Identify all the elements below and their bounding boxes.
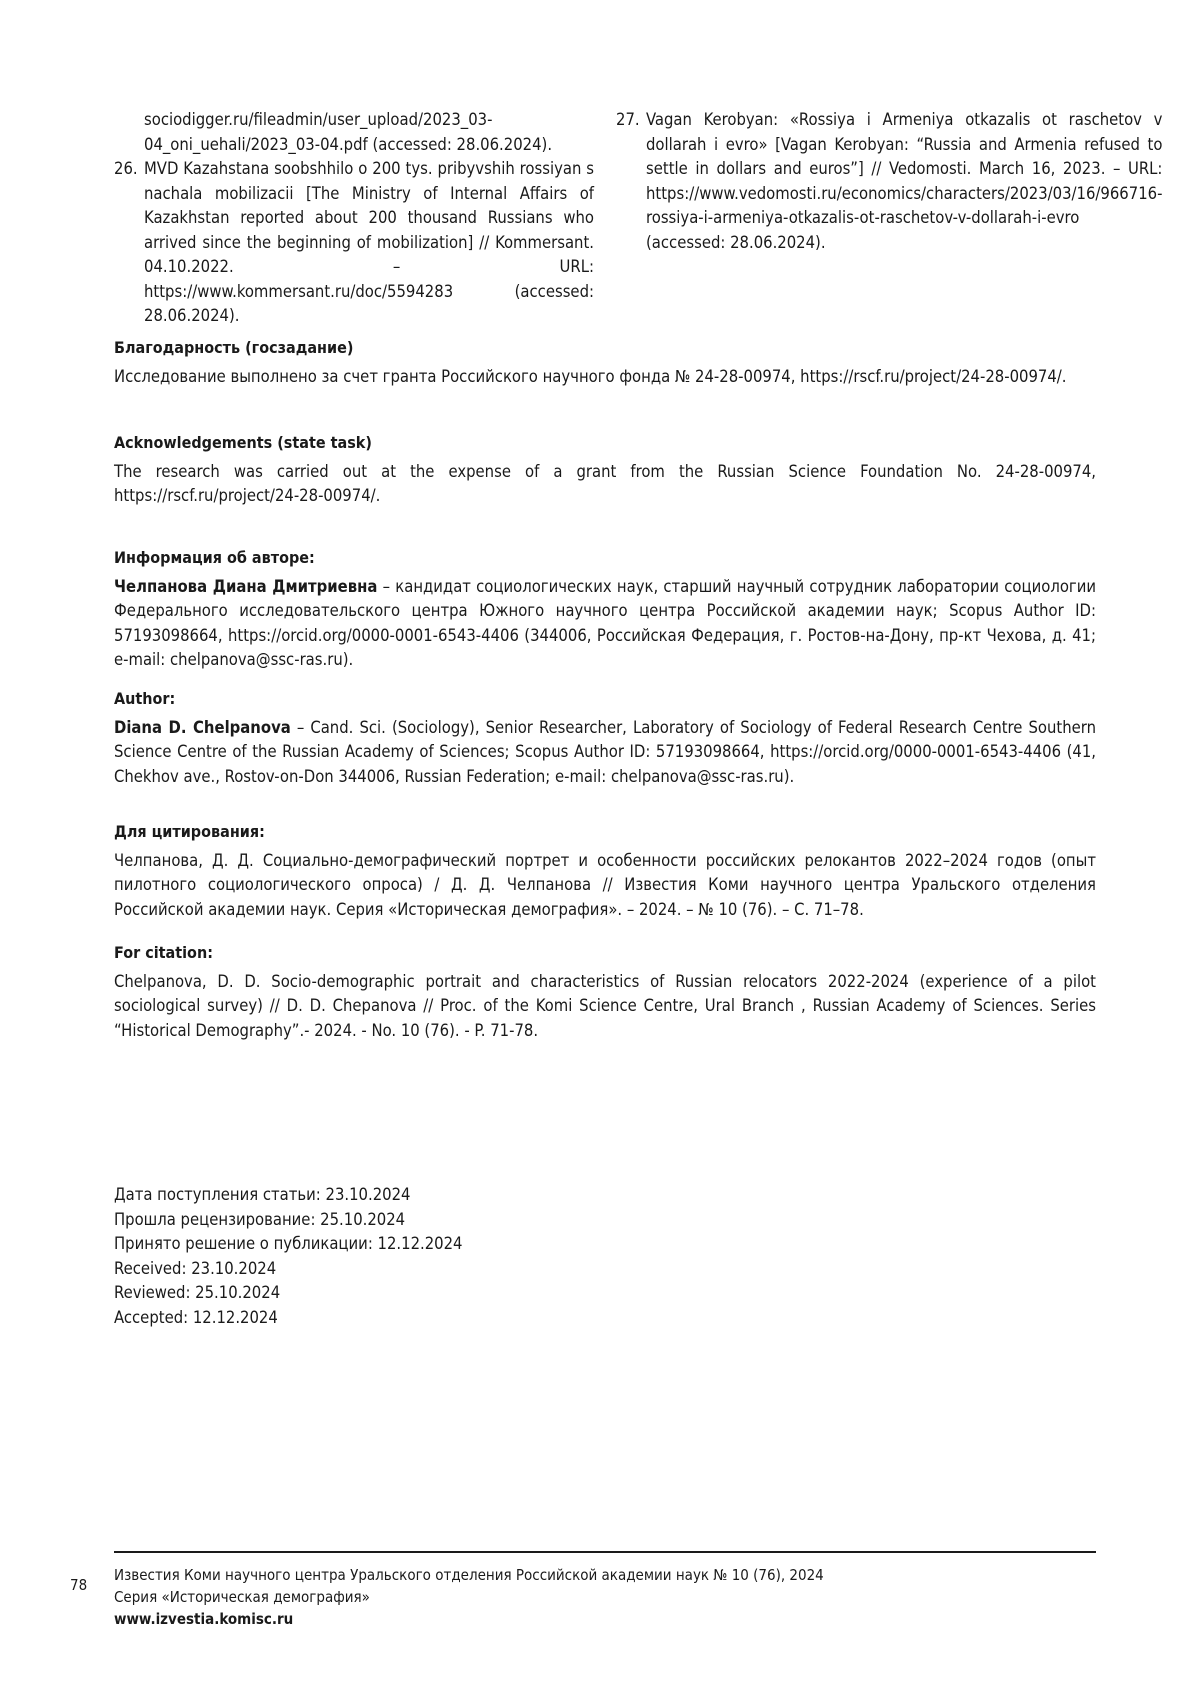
section-heading: Author: xyxy=(114,689,176,708)
reference-text: sociodigger.ru/fileadmin/user_upload/2023_03-04_oni_uehali/2023_03-04.pdf (accessed: 28.06.2024). xyxy=(144,110,553,154)
footer xyxy=(114,1564,824,1630)
reference-number: 26. xyxy=(114,159,138,178)
citation-en xyxy=(114,941,1096,1043)
section-heading: Благодарность (госзадание) xyxy=(114,338,354,357)
citation-ru xyxy=(114,820,1096,922)
reference-item xyxy=(114,108,594,157)
section-text: Chelpanova, D. D. Socio-demographic portrait and characteristics of Russian relocators 2022-2024 (experience of a pilot sociological survey) // D. D. Chepanova // Proc. of the Komi Science Centre, Ural Branch , Russian Academy of Sciences. Series “Historical Demography”.- 2024. - No. 10 (76). - P. 71-78. xyxy=(114,971,1096,1040)
reference-number: 27. xyxy=(616,110,640,129)
references-left-column xyxy=(114,108,594,329)
footer-rule xyxy=(114,1551,1096,1553)
date-line: Принято решение о публикации: 12.12.2024 xyxy=(114,1234,463,1253)
references xyxy=(114,108,1163,329)
date-line: Accepted: 12.12.2024 xyxy=(114,1307,278,1327)
section-heading: For citation: xyxy=(114,943,213,962)
article-dates xyxy=(114,1183,463,1330)
section-text xyxy=(114,716,1096,790)
acknowledgement-en xyxy=(114,431,1096,509)
section-heading: Acknowledgements (state task) xyxy=(114,433,372,452)
section-heading: Информация об авторе: xyxy=(114,548,315,567)
page-number: 78 xyxy=(70,1576,88,1594)
author-info-ru xyxy=(114,546,1096,673)
author-details: – кандидат социологических наук, старший научный сотрудник лаборатории социологии Федерального исследовательского центра Южного научного центра Российской академии наук; Scopus Author ID: 57193098664, https://orcid.org/0000-0001-6543-4406 (344006, Российская Федерация, г. Ростов-на-Дону, пр-кт Чехова, д. 41; e-mail: chelpanova@ssc-ras.ru). xyxy=(114,576,1096,669)
references-right-column xyxy=(616,108,1163,329)
author-name: Челпанова Диана Дмитриевна xyxy=(114,576,378,596)
section-heading: Для цитирования: xyxy=(114,822,265,841)
author-details: – Cand. Sci. (Sociology), Senior Researcher, Laboratory of Sociology of Federal Research Centre Southern Science Centre of the Russian Academy of Sciences; Scopus Author ID: 57193098664, https://orcid.org/0000-0001-6543-4406 (41, Chekhov ave., Rostov-on-Don 344006, Russian Federation; e-mail: chelpanova@ssc-ras.ru). xyxy=(114,717,1096,786)
footer-url[interactable]: www.izvestia.komisc.ru xyxy=(114,1610,294,1628)
reference-item xyxy=(114,157,594,329)
acknowledgement-ru xyxy=(114,336,1096,389)
section-text: The research was carried out at the expense of a grant from the Russian Science Foundation No. 24-28-00974, https://rscf.ru/project/24-28-00974/. xyxy=(114,461,1096,505)
reference-item xyxy=(616,108,1163,255)
section-text: Челпанова, Д. Д. Социально-демографический портрет и особенности российских релокантов 2022–2024 годов (опыт пилотного социологического опроса) / Д. Д. Челпанова // Известия Коми научного центра Уральского отделения Российской академии наук. Серия «Историческая демография». – 2024. – № 10 (76). – С. 71–78. xyxy=(114,850,1096,919)
date-line: Reviewed: 25.10.2024 xyxy=(114,1283,281,1302)
date-line: Received: 23.10.2024 xyxy=(114,1258,277,1278)
date-line: Дата поступления статьи: 23.10.2024 xyxy=(114,1185,411,1204)
footer-series: Серия «Историческая демография» xyxy=(114,1588,370,1606)
footer-journal: Известия Коми научного центра Уральского отделения Российской академии наук № 10 (76), 2024 xyxy=(114,1566,824,1584)
section-text: Исследование выполнено за счет гранта Российского научного фонда № 24-28-00974, https://rscf.ru/project/24-28-00974/. xyxy=(114,366,1067,386)
author-info-en xyxy=(114,687,1096,789)
author-name: Diana D. Chelpanova xyxy=(114,717,291,737)
reference-text: MVD Kazahstana soobshhilo o 200 tys. pribyvshih rossiyan s nachala mobilizacii [The Ministry of Internal Affairs of Kazakhstan reported about 200 thousand Russians who arrived since the beginning of mobilization] // Kommersant. 04.10.2022. – URL: https://www.kommersant.ru/doc/5594283 (accessed: 28.06.2024). xyxy=(144,159,594,325)
reference-text: Vagan Kerobyan: «Rossiya i Armeniya otkazalis ot raschetov v dollarah i evro» [Vagan Kerobyan: “Russia and Armenia refused to settle in dollars and euros”] // Vedomosti. March 16, 2023. – URL: https://www.vedomosti.ru/economics/characters/2023/03/16/966716-rossiya-i-armeniya-otkazalis-ot-raschetov-v-dollarah-i-evro (accessed: 28.06.2024). xyxy=(646,110,1163,252)
date-line: Прошла рецензирование: 25.10.2024 xyxy=(114,1209,406,1229)
section-text xyxy=(114,575,1096,673)
